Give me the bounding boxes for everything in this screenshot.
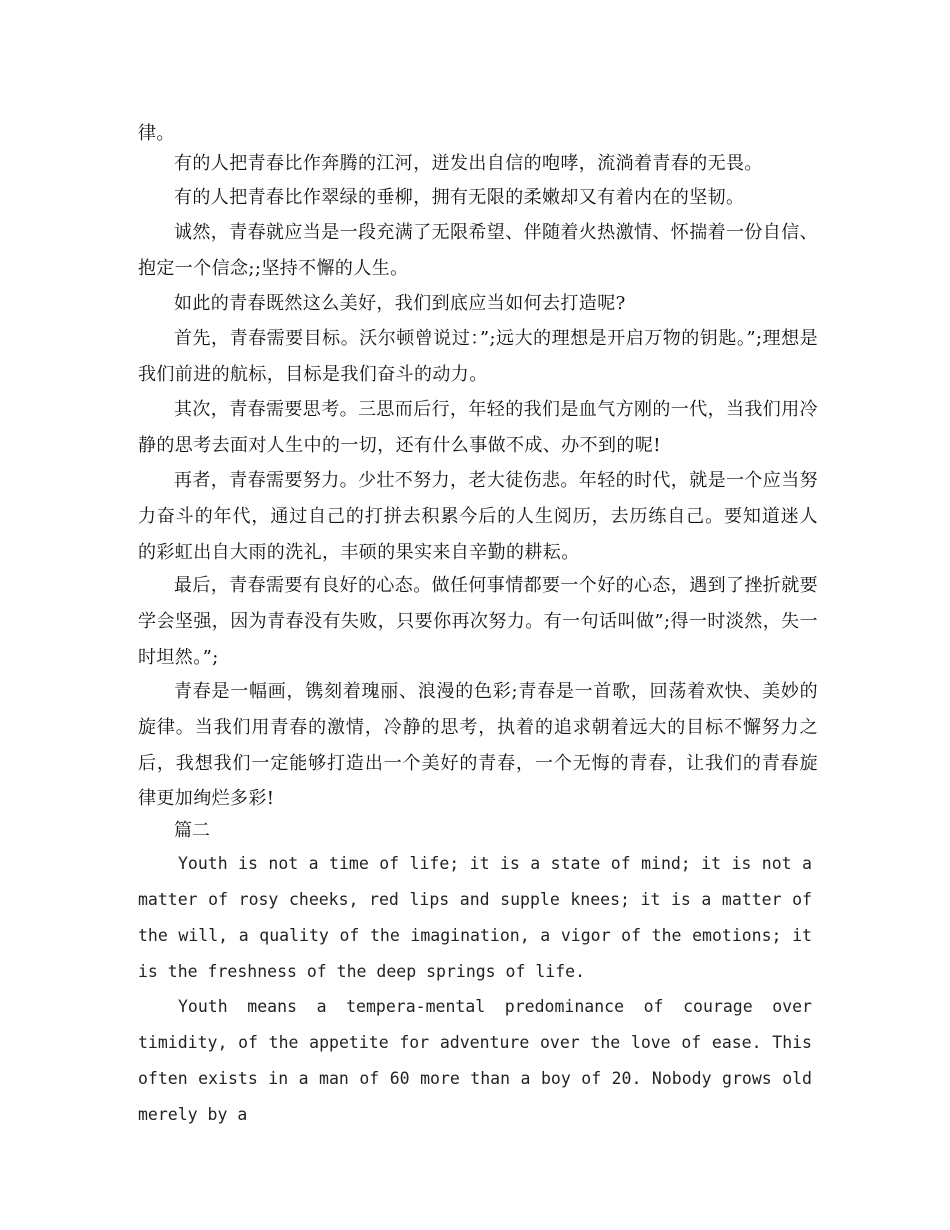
paragraph-cn-5: 首先，青春需要目标。沃尔顿曾说过：”;远大的理想是开启万物的钥匙。”;理想是我们前进的航标，目标是我们奋斗的动力。 (138, 328, 818, 385)
paragraph-cn-1: 有的人把青春比作奔腾的江河，迸发出自信的咆哮，流淌着青春的无畏。 (174, 153, 763, 174)
paragraph-cn-3: 诚然，青春就应当是一段充满了无限希望、伴随着火热激情、怀揣着一份自信、抱定一个信念;;坚持不懈的人生。 (138, 222, 818, 279)
paragraph-cn-8: 最后，青春需要有良好的心态。做任何事情都要一个好的心态，遇到了挫折就要学会坚强，因为青春没有失败，只要你再次努力。有一句话叫做”;得一时淡然，失一时坦然。”; (138, 575, 818, 668)
section-heading: 篇二 (174, 820, 210, 841)
paragraph-en-0: Youth is not a time of life; it is a state of mind; it is not a matter of rosy cheeks, red lips and supple knees; it is a matter of the will, a quality of the imagination, a vigor of the emotions; it is the freshness of the deep springs of life. (138, 854, 812, 981)
paragraph-cn-9: 青春是一幅画，镌刻着瑰丽、浪漫的色彩;青春是一首歌，回荡着欢快、美妙的旋律。当我们用青春的激情，冷静的思考，执着的追求朝着远大的目标不懈努力之后，我想我们一定能够打造出一个美好的青春，一个无悔的青春，让我们的青春旋律更加绚烂多彩! (138, 681, 818, 810)
paragraph-cn-0: 律。 (138, 123, 175, 144)
paragraph-cn-7: 再者，青春需要努力。少壮不努力，老大徒伤悲。年轻的时代，就是一个应当努力奋斗的年代，通过自己的打拼去积累今后的人生阅历，去历练自己。要知道迷人的彩虹出自大雨的洗礼，丰硕的果实来自辛勤的耕耘。 (138, 470, 818, 563)
paragraph-cn-6: 其次，青春需要思考。三思而后行，年轻的我们是血气方刚的一代，当我们用冷静的思考去面对人生中的一切，还有什么事做不成、办不到的呢! (138, 399, 818, 456)
paragraph-en-1: Youth means a tempera-mental predominance of courage over timidity, of the appetite for adventure over the love of ease. This often exists in a man of 60 more than a boy of 20. Nobody grows old merely by a (138, 997, 812, 1124)
paragraph-cn-2: 有的人把青春比作翠绿的垂柳，拥有无限的柔嫩却又有着内在的坚韧。 (174, 187, 745, 208)
paragraph-cn-4: 如此的青春既然这么美好，我们到底应当如何去打造呢? (174, 293, 626, 314)
